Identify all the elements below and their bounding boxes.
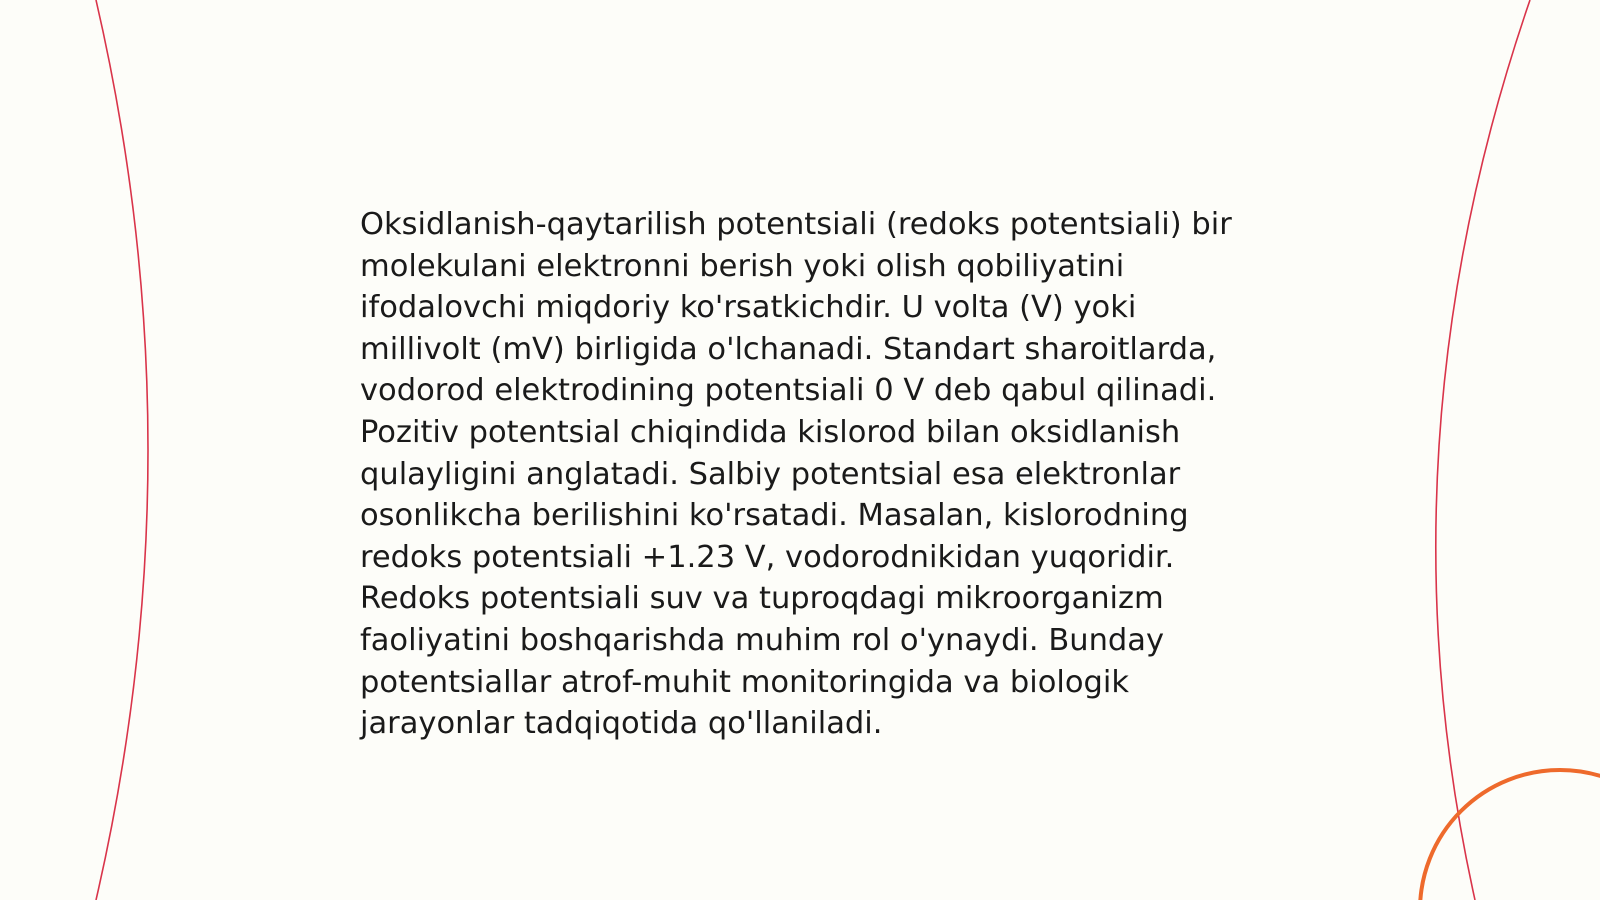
orange-circle-decoration [1420,770,1600,900]
right-arc-decoration [1436,0,1530,900]
left-arc-decoration [96,0,148,900]
slide-body-text: Oksidlanish-qaytarilish potentsiali (redoks potentsiali) bir molekulani elektronni berish yoki olish qobiliyatini ifodalovchi miqdoriy ko'rsatkichdir. U volta (V) yoki millivolt (mV) birligida o'lchanadi. Standart sharoitlarda, vodorod elektrodining potentsiali 0 V deb qabul qilinadi. Pozitiv potentsial chiqindida kislorod bilan oksidlanish qulayligini anglatadi. Salbiy potentsial esa elektronlar osonlikcha berilishini ko'rsatadi. Masalan, kislorodning redoks potentsiali +1.23 V, vodorodnikidan yuqoridir. Redoks potentsiali suv va tuproqdagi mikroorganizm faoliyatini boshqarishda muhim rol o'ynaydi. Bunday potentsiallar atrof-muhit monitoringida va biologik jarayonlar tadqiqotida qo'llaniladi. [360,207,1232,742]
